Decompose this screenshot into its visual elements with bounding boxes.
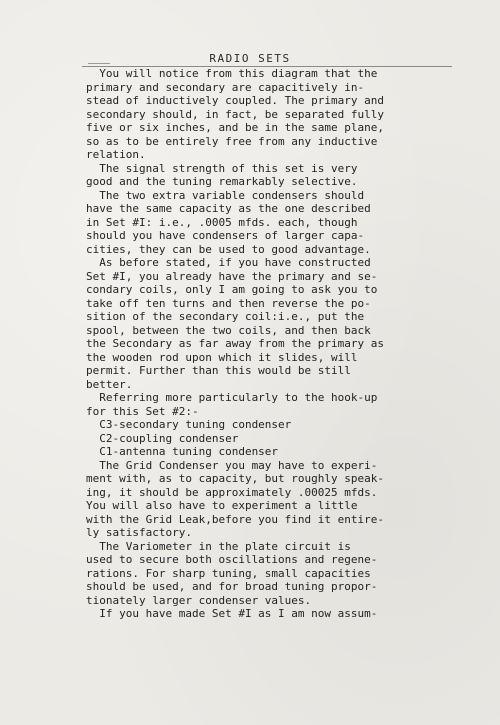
text-line: You will notice from this diagram that the bbox=[86, 67, 378, 80]
text-line: used to secure both oscillations and regene- bbox=[86, 553, 378, 566]
text-line: ment with, as to capacity, but roughly speak- bbox=[86, 472, 385, 485]
text-line: with the Grid Leak,before you find it entire- bbox=[86, 512, 385, 526]
text-line: the Secondary as far away from the primary as bbox=[86, 337, 385, 350]
header-dash-mark bbox=[88, 63, 110, 64]
text-line: have the same capacity as the one described bbox=[86, 202, 371, 215]
text-line: rations. For sharp tuning, small capacities bbox=[86, 566, 371, 580]
text-line: You will also have to experiment a little bbox=[86, 499, 358, 512]
text-line: so as to be entirely free from any inductive bbox=[86, 134, 378, 148]
text-line: should you have condensers of larger capa- bbox=[86, 229, 365, 242]
text-line: better. bbox=[86, 377, 133, 391]
text-line: If you have made Set #I as I am now assum- bbox=[86, 607, 378, 620]
text-line: ly satisfactory. bbox=[86, 526, 192, 539]
text-line: tionately larger condenser values. bbox=[86, 593, 312, 607]
body-text bbox=[86, 67, 458, 621]
text-line: the wooden rod upon which it slides, will bbox=[86, 350, 358, 364]
text-line: C2-coupling condenser bbox=[86, 431, 239, 445]
text-line: should be used, and for broad tuning propor- bbox=[86, 580, 378, 593]
text-line: The Variometer in the plate circuit is bbox=[86, 539, 351, 553]
text-line: Referring more particularly to the hook-up bbox=[86, 391, 378, 404]
page-header: RADIO SETS bbox=[209, 52, 291, 65]
text-line: secondary should, in fact, be separated fully bbox=[86, 107, 385, 121]
text-line: ing, it should be approximately .00025 mfds. bbox=[86, 485, 378, 499]
text-line: C1-antenna tuning condenser bbox=[86, 445, 279, 458]
text-line: The Grid Condenser you may have to experi- bbox=[86, 458, 378, 472]
text-line: stead of inductively coupled. The primary and bbox=[86, 94, 385, 107]
text-line: relation. bbox=[86, 148, 146, 161]
text-line: take off ten turns and then reverse the po- bbox=[86, 296, 371, 310]
text-line: good and the tuning remarkably selective. bbox=[86, 175, 358, 188]
text-line: Set #I, you already have the primary and se- bbox=[86, 269, 378, 283]
text-line: The signal strength of this set is very bbox=[86, 161, 358, 175]
text-line: sition of the secondary coil:i.e., put the bbox=[86, 310, 365, 323]
text-line: five or six inches, and be in the same plane, bbox=[86, 121, 385, 134]
text-line: The two extra variable condensers should bbox=[86, 188, 365, 202]
text-line: condary coils, only I am going to ask you to bbox=[86, 283, 378, 296]
text-line: permit. Further than this would be still bbox=[86, 364, 351, 377]
text-line: cities, they can be used to good advantage. bbox=[86, 242, 371, 256]
text-line: As before stated, if you have constructed bbox=[86, 256, 371, 269]
text-line: in Set #I: i.e., .0005 mfds. each, though bbox=[86, 215, 358, 229]
text-line: C3-secondary tuning condenser bbox=[86, 418, 292, 431]
text-line: primary and secondary are capacitively in- bbox=[86, 80, 365, 94]
text-line: for this Set #2:- bbox=[86, 404, 199, 418]
text-line: spool, between the two coils, and then back bbox=[86, 323, 371, 337]
